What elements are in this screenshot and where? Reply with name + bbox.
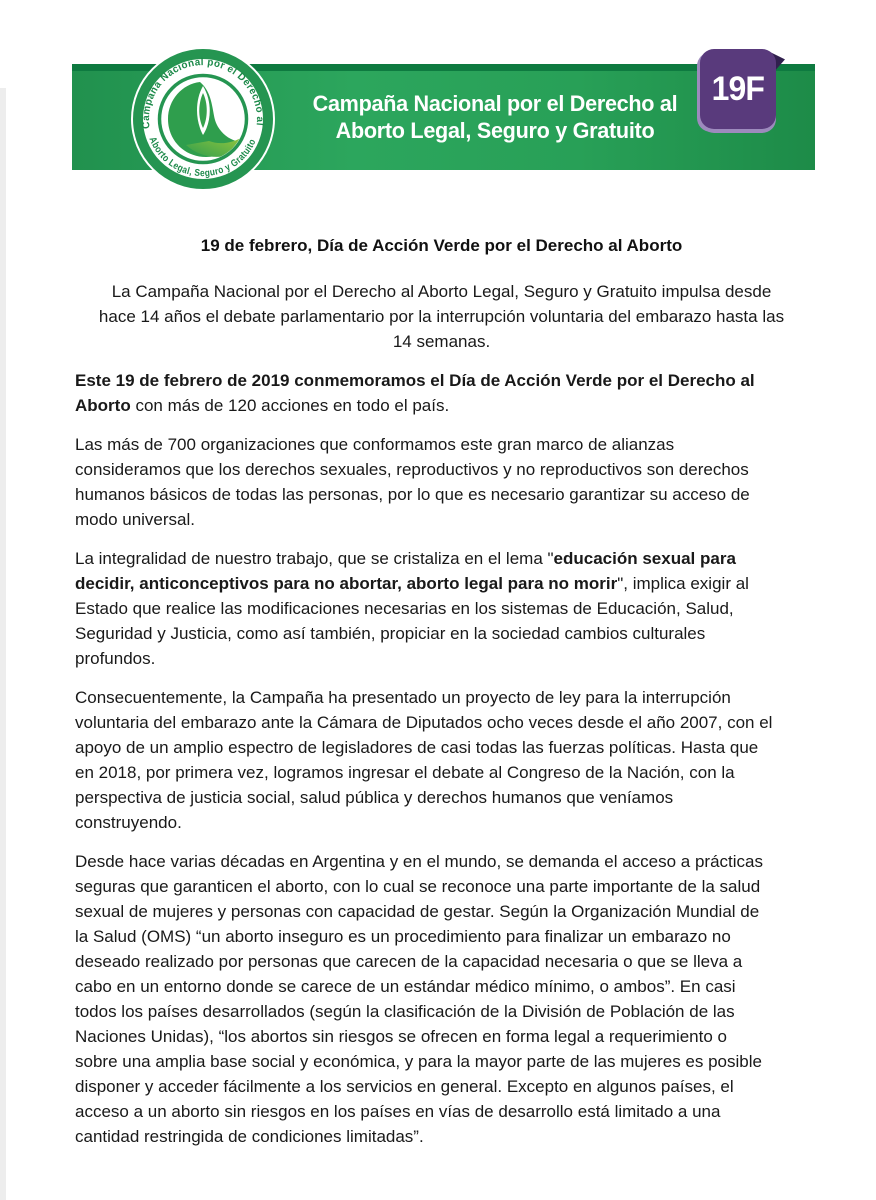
paragraph: [75, 546, 808, 671]
text-line: Consecuentemente, la Campaña ha presentado un proyecto de ley para la interrupción: [75, 688, 731, 707]
badge-19f-label: 19F: [711, 69, 765, 108]
text-line: Las más de 700 organizaciones que conformamos este gran marco de alianzas: [75, 435, 675, 454]
text-line: consideramos que los derechos sexuales, reproductivos y no reproductivos son derechos: [75, 460, 749, 479]
document-title: 19 de febrero, Día de Acción Verde por el Derecho al Aborto: [200, 236, 683, 255]
campaign-logo-icon: [130, 46, 276, 192]
text-line: humanos básicos de todas las personas, por lo que es necesario garantizar su acceso de: [75, 485, 750, 504]
paragraph: [75, 368, 808, 418]
text-line: todos los países desarrollados (según la clasificación de la División de Población de las: [75, 1002, 735, 1021]
text-line: seguras que garanticen el aborto, con lo cual se reconoce una parte importante de la salud: [75, 877, 761, 896]
text-line: la Salud (OMS) “un aborto inseguro es un procedimiento para finalizar un embarazo no: [75, 927, 731, 946]
text-line: perspectiva de justicia social, salud pública y derechos humanos que veníamos: [75, 788, 674, 807]
text-line: La integralidad de nuestro trabajo, que se cristaliza en el lema "educación sexual para: [75, 549, 736, 568]
text-line: Este 19 de febrero de 2019 conmemoramos el Día de Acción Verde por el Derecho al: [75, 371, 755, 390]
text-line: Desde hace varias décadas en Argentina y en el mundo, se demanda el acceso a prácticas: [75, 852, 763, 871]
badge-19f: [700, 49, 776, 129]
text-line: en 2018, por primera vez, logramos ingresar el debate al Congreso de la Nación, con la: [75, 763, 735, 782]
text-line: voluntaria del embarazo ante la Cámara de Diputados ocho veces desde el año 2007, con el: [75, 713, 773, 732]
scan-edge-artifact: [0, 88, 6, 1200]
paragraph: [75, 279, 808, 354]
text-line: modo universal.: [75, 510, 196, 529]
text-line: decidir, anticonceptivos para no abortar, aborto legal para no morir", implica exigir al: [75, 574, 749, 593]
text-line: Seguridad y Justicia, como así también, propiciar en la sociedad cambios culturales: [75, 624, 706, 643]
text-line: hace 14 años el debate parlamentario por la interrupción voluntaria del embarazo hasta las: [98, 307, 785, 326]
logo-arc-top-text: Campaña Nacional por el Derecho al: [140, 57, 266, 130]
text-line: profundos.: [75, 649, 156, 668]
text-line: Aborto con más de 120 acciones en todo el país.: [75, 396, 450, 415]
text-line: Naciones Unidas), “los abortos sin riesgos se ofrecen en forma legal a requerimiento o: [75, 1027, 727, 1046]
text-line: acceso a un aborto sin riesgos en los países en vías de desarrollo está limitado a una: [75, 1102, 721, 1121]
paragraph: [75, 432, 808, 532]
text-line: sexual de mujeres y personas con capacidad de gestar. Según la Organización Mundial de: [75, 902, 760, 921]
text-line: disponer y acceder fácilmente a los servicios en general. Excepto en algunos países, el: [75, 1077, 734, 1096]
banner-title: [303, 90, 687, 144]
text-line: apoyo de un amplio espectro de legisladores de casi todas las fuerzas políticas. Hasta que: [75, 738, 759, 757]
logo-arc-bottom-text: Aborto Legal, Seguro y Gratuito: [146, 135, 259, 180]
text-line: cantidad restringida de condiciones limitadas”.: [75, 1127, 424, 1146]
text-line: sobre una amplia base social y económica, y para la mayor parte de las mujeres es posible: [75, 1052, 762, 1071]
banner-title-line1: Campaña Nacional por el Derecho al: [312, 91, 678, 116]
paragraph: [75, 849, 808, 1149]
text-line: deseado realizado por personas que carecen de la capacidad necesaria o que se lleva a: [75, 952, 743, 971]
text-line: 14 semanas.: [392, 332, 491, 351]
document-body: [75, 233, 808, 1163]
paragraph: [75, 685, 808, 835]
text-line: construyendo.: [75, 813, 182, 832]
banner-title-line2: Aborto Legal, Seguro y Gratuito: [335, 118, 655, 143]
text-line: La Campaña Nacional por el Derecho al Aborto Legal, Seguro y Gratuito impulsa desde: [111, 282, 772, 301]
text-line: Estado que realice las modificaciones necesarias en los sistemas de Educación, Salud,: [75, 599, 734, 618]
text-line: cabo en un entorno donde se carece de un estándar médico mínimo, o ambos”. En casi: [75, 977, 736, 996]
